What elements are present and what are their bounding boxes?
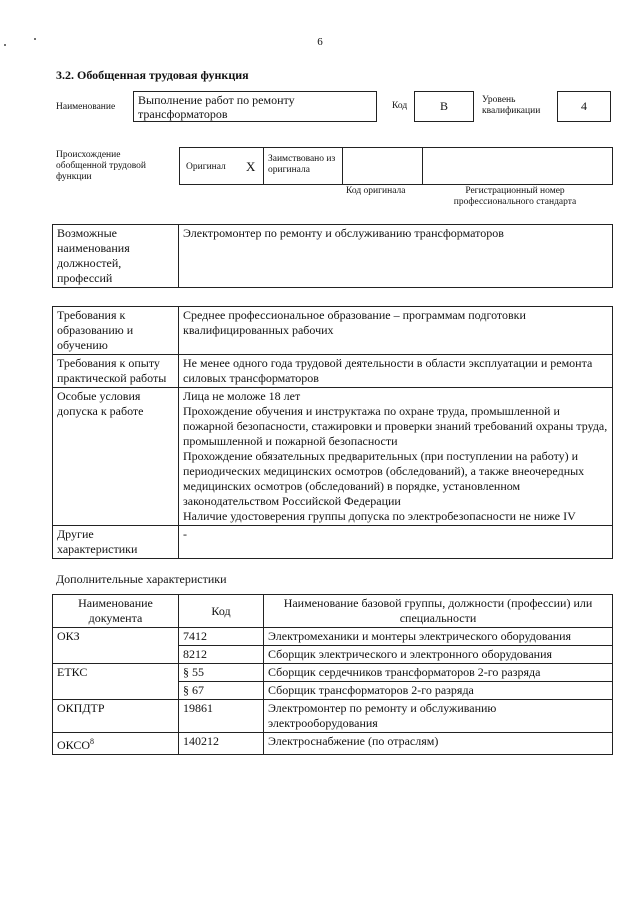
requirements-table [52, 306, 613, 559]
level-label: Уровень квалификации [482, 95, 541, 116]
footnote-mark: 8 [90, 737, 95, 746]
name-cell: Сборщик трансформаторов 2-го разряда [264, 682, 613, 700]
doc-cell: ЕТКС [53, 664, 179, 682]
page-number: 6 [317, 36, 323, 48]
name-cell: Сборщик сердечников трансформаторов 2-го разряда [264, 664, 613, 682]
code-box [414, 91, 474, 122]
code-cell: 7412 [179, 628, 264, 646]
requirements-row [53, 388, 613, 526]
positions-value: Электромонтер по ремонту и обслуживанию трансформаторов [179, 225, 613, 288]
positions-table [52, 224, 613, 288]
req-line: Прохождение обязательных предварительных (при поступлении на работу) и периодических медицинских осмотров (обследований), а также внеочередных медицинских осмотров (обследований) в порядке, установленном законодательством Российской Федерации [183, 449, 585, 508]
doc-cell [53, 682, 179, 700]
original-mark: X [246, 159, 256, 174]
level-box [557, 91, 611, 122]
col-header-document: Наименование документа [53, 595, 179, 628]
level-value: 4 [581, 99, 587, 113]
code-original-caption: Код оригинала [346, 186, 406, 196]
origin-label: Происхождение обобщенной трудовой функции [56, 150, 146, 182]
req-line: Лица не моложе 18 лет [183, 389, 301, 403]
req-label: Требования к образованию и обучению [53, 307, 179, 355]
req-label: Особые условия допуска к работе [53, 388, 179, 526]
req-line: Прохождение обучения и инструктажа по охране труда, промышленной и пожарной безопасности, стажировки и проверки знаний требований охраны труда, промышленной и пожарной безопасности [183, 404, 608, 448]
code-cell: 19861 [179, 700, 264, 733]
req-label: Другие характеристики [53, 526, 179, 559]
req-line: Наличие удостоверения группы допуска по электробезопасности не ниже IV [183, 509, 576, 523]
additional-table [52, 594, 613, 755]
code-cell: 140212 [179, 733, 264, 755]
code-value: B [439, 99, 448, 113]
section-title: 3.2. Обобщенная трудовая функция [56, 68, 249, 82]
name-label: Наименование [56, 102, 116, 112]
name-value-box [133, 91, 377, 122]
name-cell: Электромеханики и монтеры электрического оборудования [264, 628, 613, 646]
col-header-code: Код [179, 595, 264, 628]
req-value: Среднее профессиональное образование – программам подготовки квалифицированных рабочих [179, 307, 613, 355]
name-cell: Электромонтер по ремонту и обслуживанию электрооборудования [264, 700, 613, 733]
code-cell: § 67 [179, 682, 264, 700]
name-cell: Электроснабжение (по отраслям) [264, 733, 613, 755]
doc-cell [53, 733, 179, 755]
code-label: Код [392, 101, 408, 111]
origin-divider-1 [263, 147, 264, 185]
additional-header-row [53, 595, 613, 628]
code-cell: 8212 [179, 646, 264, 664]
table-row [53, 682, 613, 700]
name-value: Выполнение работ по ремонту трансформаторов [138, 93, 295, 121]
table-row [53, 733, 613, 755]
name-cell: Сборщик электрического и электронного оборудования [264, 646, 613, 664]
requirements-row [53, 307, 613, 355]
original-label: Оригинал [186, 162, 226, 172]
col-header-name: Наименование базовой группы, должности (профессии) или специальности [264, 595, 613, 628]
req-value: Не менее одного года трудовой деятельности в области эксплуатации и ремонта силовых трансформаторов [179, 355, 613, 388]
positions-label: Возможные наименования должностей, профессий [53, 225, 179, 288]
doc-cell [53, 646, 179, 664]
table-row [53, 646, 613, 664]
borrowed-label: Заимствовано из оригинала [268, 154, 336, 175]
doc-cell: ОКПДТР [53, 700, 179, 733]
table-row [53, 664, 613, 682]
origin-divider-3 [422, 147, 423, 185]
code-cell: § 55 [179, 664, 264, 682]
table-row [53, 700, 613, 733]
doc-text: ОКСО [57, 738, 91, 752]
additional-title: Дополнительные характеристики [56, 572, 227, 586]
doc-cell: ОКЗ [53, 628, 179, 646]
origin-box [179, 147, 613, 185]
req-label: Требования к опыту практической работы [53, 355, 179, 388]
req-value: - [179, 526, 613, 559]
table-row [53, 628, 613, 646]
reg-number-caption: Регистрационный номер профессионального стандарта [453, 186, 577, 207]
requirements-row [53, 526, 613, 559]
requirements-row [53, 355, 613, 388]
origin-divider-2 [342, 147, 343, 185]
req-value [179, 388, 613, 526]
